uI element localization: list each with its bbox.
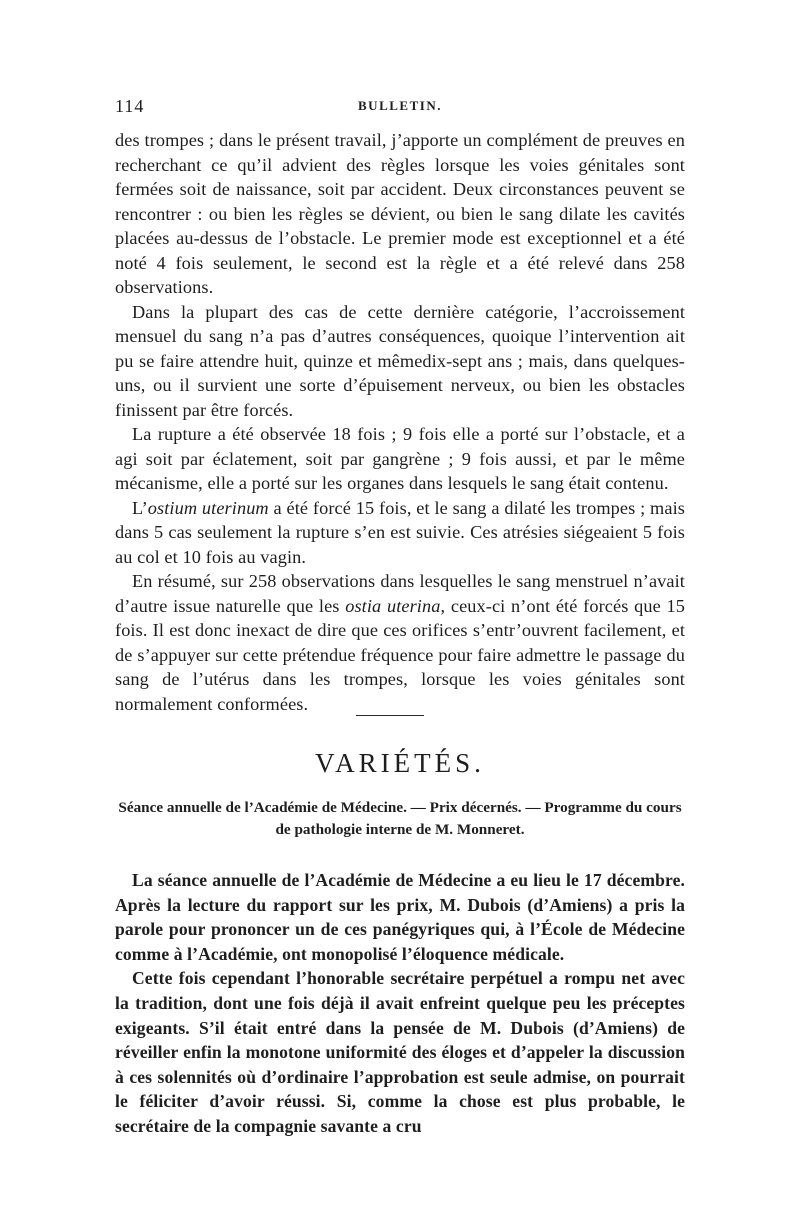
page-header <box>115 96 685 120</box>
paragraph: Dans la plupart des cas de cette dernière catégorie, l’accroissement mensuel du sang n’a pas d’autres conséquences, quoique l’intervention ait pu se faire attendre huit, quinze et mêmedix-sept ans ; mais, dans quelques-uns, ou il survient une sorte d’épuisement nerveux, ou bien les obstacles finissent par être forcés. <box>115 301 685 420</box>
section-subtitle: Séance annuelle de l’Académie de Médecine. — Prix décernés. — Programme du cours de pathologie interne de M. Monneret. <box>118 799 682 838</box>
paragraph <box>115 496 685 570</box>
section-divider <box>356 715 424 716</box>
text-fragment: L’ <box>132 497 148 518</box>
paragraph: La séance annuelle de l’Académie de Médecine a eu lieu le 17 décembre. Après la lecture du rapport sur les prix, M. Dubois (d’Amiens) a pris la parole pour prononcer un de ces panégyriques qui, à l’École de Médecine comme à l’Académie, ont monopolisé l’éloquence médicale. <box>115 870 685 964</box>
paragraph: La rupture a été observée 18 fois ; 9 fois elle a porté sur l’obstacle, et a agi soit par éclatement, soit par gangrène ; 9 fois aussi, et par le même mécanisme, elle a porté sur les organes dans lesquels le sang était contenu. <box>115 424 685 493</box>
page-number: 114 <box>115 96 145 116</box>
latin-term: ostia uterina <box>345 595 441 616</box>
article-continuation <box>115 128 685 716</box>
paragraph <box>115 569 685 716</box>
text-fragment: a été forcé 15 fois, et le sang a dilaté les trompes ; mais dans 5 cas seulement la rupture s’en est suivie. Ces atrésies siégeaient 5 fois au col et 10 fois au vagin. <box>115 497 685 567</box>
latin-term: ostium uterinum <box>147 497 269 518</box>
paragraph: Cette fois cependant l’honorable secrétaire perpétuel a rompu net avec la tradition, dont une fois déjà il avait enfreint quelque peu les préceptes exigeants. S’il était entré dans la pensée de M. Dubois (d’Amiens) de réveiller enfin la monotone uniformité des éloges et d’appeler la discussion à ces solennités où d’ordinaire l’approbation est seule admise, on pourrait le féliciter d’avoir réussi. Si, comme la chose est plus probable, le secrétaire de la compagnie savante a cru <box>115 968 685 1136</box>
text-fragment: En résumé, sur 258 observations dans lesquelles le sang menstruel n’avait d’autre issue naturelle que les <box>115 571 685 616</box>
running-head: BULLETIN. <box>358 98 442 113</box>
varietes-body <box>115 868 685 1139</box>
paragraph: des trompes ; dans le présent travail, j’apporte un complément de preuves en recherchant ce qu’il advient des règles lorsque les voies génitales sont fermées soit de naissance, soit par accident. Deux circonstances peuvent se rencontrer : ou bien les règles se dévient, ou bien le sang dilate les cavités placées au-dessus de l’obstacle. Le premier mode est exceptionnel et a été noté 4 fois seulement, le second est la règle et a été relevé dans 258 observations. <box>115 130 685 297</box>
section-title: VARIÉTÉS. <box>315 748 485 778</box>
text-fragment: , ceux-ci n’ont été forcés que 15 fois. Il est donc inexact de dire que ces orifices s’entr’ouvrent facilement, et de s’appuyer sur cette prétendue fréquence pour faire admettre le passage du sang de l’utérus dans les trompes, lorsque les voies génitales sont normalement conformées. <box>115 595 686 714</box>
